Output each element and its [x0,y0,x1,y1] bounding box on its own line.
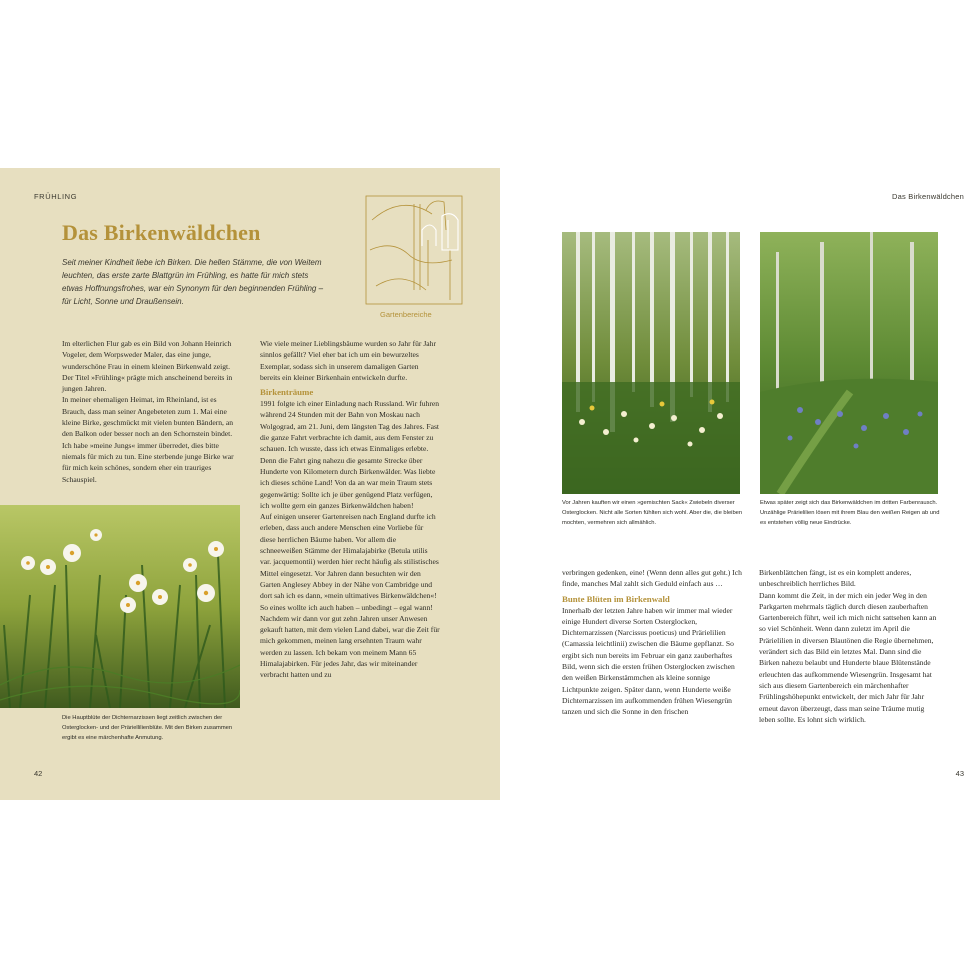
left-page [0,168,500,800]
book-spread [0,168,968,800]
page-number: 42 [34,769,43,778]
camassia-meadow-photo [760,232,938,494]
chapter-title: Das Birkenwäldchen [62,220,261,245]
paragraph: In meiner ehemaligen Heimat, im Rheinland, ist es Brauch, dass man seiner Angebeteten zum 1. Mai eine kleine Birke, geschmückt mit vielen bunten Bändern, an den Balkon oder besser noch an den Schornstein bindet. Ich habe »meine Jungs« immer überredet, dies bitte niemals für mich zu tun. Eine sterbende junge Birke war für mich kein schönes, sondern eher ein trauriges Schauspiel. [62,395,234,484]
paragraph: Wie viele meiner Lieblingsbäume wurden so Jahr für Jahr sinnlos gefällt? Viel eher bat ich um ein bewurzeltes Exemplar, sodass sich in unserem damaligen Garten bereits ein kleiner Birkenhain entwickeln durfte. [260,339,436,382]
right-column-2 [759,567,939,725]
narcissus-photo [0,505,240,708]
paragraph: verbringen gedenken, eine! (Wenn denn alles gut geht.) Ich finde, manches Mal zahlt sich Geduld einfach aus … [562,568,742,589]
right-column-1 [562,567,742,718]
garden-gate-illustration-icon [362,190,466,310]
paragraph: Im elterlichen Flur gab es ein Bild von Johann Heinrich Vogeler, dem Worpsweder Maler, das eine junge, wunderschöne Frau in einem kleinen Birkenwald zeigt. Der Titel »Frühling« prägte mich anscheinend bereits in jungen Jahren. [62,339,233,394]
photo-caption: Vor Jahren kauften wir einen »gemischten Sack« Zwiebeln diverser Osterglocken. Nicht alle Sorten fühlten sich wohl. Aber die, die bleiben mochten, vermehren sich allmählich. [562,500,743,526]
left-column-2 [260,338,440,681]
page-number: 43 [955,769,964,778]
paragraph: Auf einigen unserer Gartenreisen nach England durfte ich erleben, dass auch andere Menschen eine Vorliebe für diese herrlichen Bäume haben. Vor allem die schneeweißen Stämme der Himalajabirke (Betula utilis var. jacquemontii) werden hier recht häufig als stilistisches Mittel eingesetzt. Vor Jahren dann besuchten wir den Garten Anglesey Abbey in der Nähe von Cambridge und dort sah ich es dann, »mein ultimatives Birkenwäldchen«! So eines wollte ich auch haben – unbedingt – egal wann! [260,512,439,612]
paragraph: 1991 folgte ich einer Einladung nach Russland. Wir fuhren während 24 Stunden mit der Bahn von Moskau nach Wolgograd, am 21. Juni, dem längsten Tag des Jahres. Fast die ganze Fahrt verbrachte ich damit, aus dem Fenster zu schauen. Ich wusste, dass ich etwas Einmaliges erlebte. Denn die Fahrt ging nahezu die gesamte Strecke über Hunderte von Kilometern durch Birkenwälder. Was liebte ich dieses schöne Land! Von da an war mein Traum stets gegenwärtig: Sollte ich je über genügend Platz verfügen, ich wollte gern ein ganzes Birkenwäldchen haben! [260,399,440,510]
paragraph: Nachdem wir dann vor gut zehn Jahren unser Anwesen gekauft hatten, mit dem vielen Land dabei, war die Zeit für mich gekommen, meinen lang ersehnten Traum wahr werden zu lassen. Ich bekam von meinem Mann 65 Himalajabirken. Für jedes Jahr, das wir miteinander verbracht hatten und zu [260,613,440,680]
section-label: Gartenbereiche [380,310,432,319]
paragraph: Dann kommt die Zeit, in der mich ein jeder Weg in den Parkgarten mehrmals täglich durch diesen zauberhaften Gartenbereich führt, weil ich mich nicht sattsehen kann an so viel Schönheit. Wenn dann zuletzt im April die Prärielilien in diversen Blautönen die Regie übernehmen, verändert sich das Bild ein letztes Mal. Dann sind die Birken nahezu belaubt und Hunderte blaue Blütenstände erleuchten das aufkommende Wiesengrün. Insgesamt hat sich aus diesem Gartenbereich ein märchenhafter Frühlingshöhepunkt entwickelt, der mich Jahr für Jahr erneut davon überzeugt, dass man seine Träume mutig leben sollte. Es lohnt sich wirklich. [759,590,937,724]
chapter-intro: Seit meiner Kindheit liebe ich Birken. Die hellen Stämme, die von Weitem leuchten, das erste zarte Blattgrün im Frühling, es hatte für mich stets etwas Hoffnungsfrohes, war ein Synonym für den beginnenden Frühling – für Licht, Sonne und Draußensein. [62,258,324,306]
left-column-1 [62,338,242,485]
photo-caption: Die Hauptblüte der Dichternarzissen liegt zeitlich zwischen der Osterglocken- und der Präriellilienblüte. Mit den Birken zusammen ergibt es eine märchenhafte Anmutung. [62,715,233,741]
paragraph: Birkenblättchen fängt, ist es ein komplett anderes, unbeschreiblich herrliches Bild. [759,568,912,589]
subheading: Bunte Blüten im Birkenwald [562,593,670,604]
subheading: Birkenträume [260,387,314,398]
paragraph: Innerhalb der letzten Jahre haben wir immer mal wieder einige Hundert diverse Sorten Osterglocken, Dichternarzissen (Narcissus poeticus) und Prärielilien (Camassia leichtlinii) zwischen die Bäume gepflanzt. So ergibt sich nun bereits im Februar ein ganz zauberhaftes Bild, wenn sich die ersten frühen Osterglocken zwischen den weißen Birkenstämmchen als kleine sonnige Lichtpunkte zeigen. Später dann, wenn Hunderte weiße Dichternarzissen im aufkommenden frühen Wiesengrün tanzen und sich die Sonne in den frischen [562,605,735,717]
right-page [500,168,968,800]
running-head-right: Das Birkenwäldchen [892,192,964,201]
running-head-left: FRÜHLING [34,192,78,201]
photo-caption: Etwas später zeigt sich das Birkenwäldchen im dritten Farbenrausch. Unzählige Prärielilien lösen mit ihrem Blau den weißen Reigen ab und es entstehen völlig neue Eindrücke. [760,500,940,526]
birch-grove-photo [562,232,740,494]
